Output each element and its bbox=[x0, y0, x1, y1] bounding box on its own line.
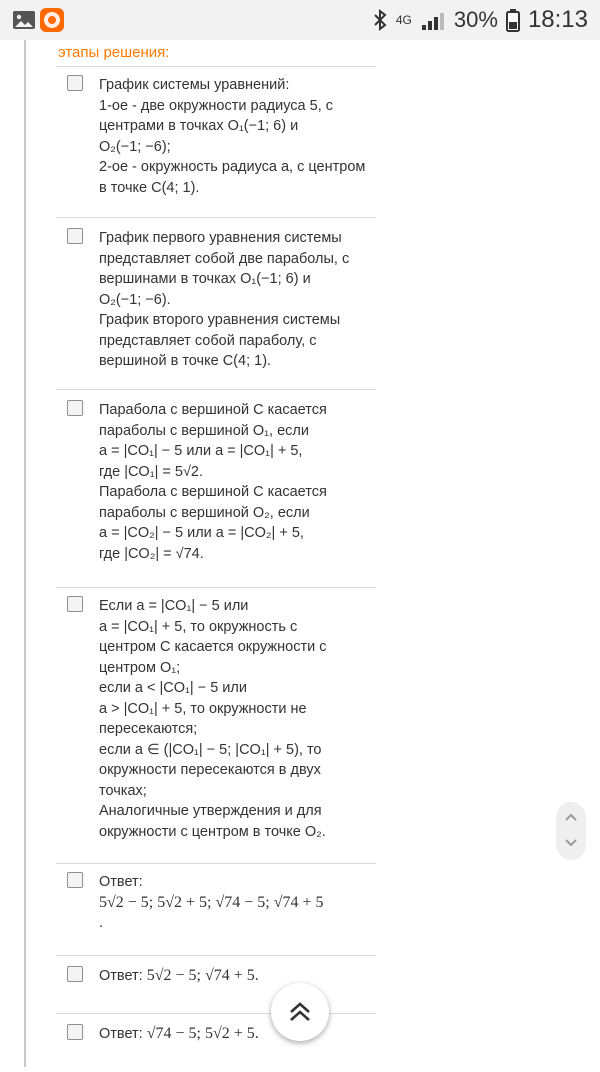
battery-percent: 30% bbox=[453, 7, 498, 32]
option-4[interactable] bbox=[56, 588, 376, 864]
option-5-formula: 5√2 − 5; 5√2 + 5; √74 − 5; √74 + 5 bbox=[99, 893, 324, 911]
network-type: 4G bbox=[395, 13, 412, 27]
scroll-pill[interactable] bbox=[556, 802, 586, 860]
bluetooth-icon bbox=[372, 9, 388, 31]
app-icon bbox=[40, 8, 64, 32]
option-2-checkbox[interactable] bbox=[67, 228, 83, 244]
status-bar bbox=[0, 0, 600, 40]
section-title: этапы решения: bbox=[58, 44, 170, 61]
option-6-text bbox=[99, 966, 376, 987]
option-5-label: Ответ: bbox=[99, 874, 143, 890]
chevron-up-icon[interactable] bbox=[563, 810, 579, 826]
signal-icon bbox=[420, 9, 446, 31]
option-5-checkbox[interactable] bbox=[67, 872, 83, 888]
option-7-label: Ответ: bbox=[99, 1026, 147, 1042]
option-7-formula: √74 − 5; 5√2 + 5. bbox=[146, 1025, 259, 1042]
option-4-checkbox[interactable] bbox=[67, 596, 83, 612]
option-6-formula: 5√2 − 5; √74 + 5. bbox=[146, 967, 259, 984]
option-3-checkbox[interactable] bbox=[67, 400, 83, 416]
option-5-tail: . bbox=[99, 915, 104, 931]
option-1-checkbox[interactable] bbox=[67, 75, 83, 91]
clock: 18:13 bbox=[527, 6, 588, 33]
option-4-text: Если a = |CO₁| − 5 или a = |CO₁| + 5, то окружность с центром C касается окружности с центром O₁; если a < |CO₁| − 5 или a > |CO₁| + 5, то окружности не пересекаются; если a ∈ (|CO₁| − 5; |CO₁| + 5), то окружности пересекаются в двух точках; Аналогичные утверждения и для окружности с центром в точке O₂. bbox=[99, 598, 327, 840]
option-2-text: График первого уравнения системы представляет собой две параболы, с вершинами в точках O₁(−1; 6) и O₂(−1; −6). График второго уравнения системы представляет собой параболу, с вершиной в точке C(4; 1). bbox=[99, 230, 350, 369]
option-7-checkbox[interactable] bbox=[67, 1024, 83, 1040]
option-3-text: Парабола с вершиной C касается параболы с вершиной O₁, если a = |CO₁| − 5 или a = |CO₁| + 5, где |CO₁| = 5√2. Парабола с вершиной C касается параболы с вершиной O₂, если a = |CO₂| − 5 или a = |CO₂| + 5, где |CO₂| = √74. bbox=[99, 402, 327, 562]
status-right bbox=[372, 0, 588, 40]
option-2[interactable] bbox=[56, 218, 376, 390]
option-6-label: Ответ: bbox=[99, 968, 147, 984]
option-1[interactable] bbox=[56, 67, 376, 218]
double-chevron-up-icon bbox=[287, 1000, 313, 1024]
left-rule bbox=[24, 40, 26, 1067]
answer-options bbox=[56, 67, 376, 1072]
option-3[interactable] bbox=[56, 390, 376, 588]
chevron-down-icon[interactable] bbox=[563, 834, 579, 850]
option-7-text bbox=[99, 1024, 376, 1045]
option-1-text: График системы уравнений: 1-ое - две окружности радиуса 5, с центрами в точках O₁(−1; 6) и O₂(−1; −6); 2-ое - окружность радиуса a, с центром в точке C(4; 1). bbox=[99, 77, 366, 196]
option-5-text bbox=[99, 872, 376, 934]
scroll-to-top-button[interactable] bbox=[271, 983, 329, 1041]
battery-icon bbox=[506, 8, 520, 32]
option-6-checkbox[interactable] bbox=[67, 966, 83, 982]
option-5[interactable] bbox=[56, 864, 376, 956]
option-7[interactable] bbox=[56, 1014, 376, 1072]
gallery-icon bbox=[12, 10, 36, 30]
